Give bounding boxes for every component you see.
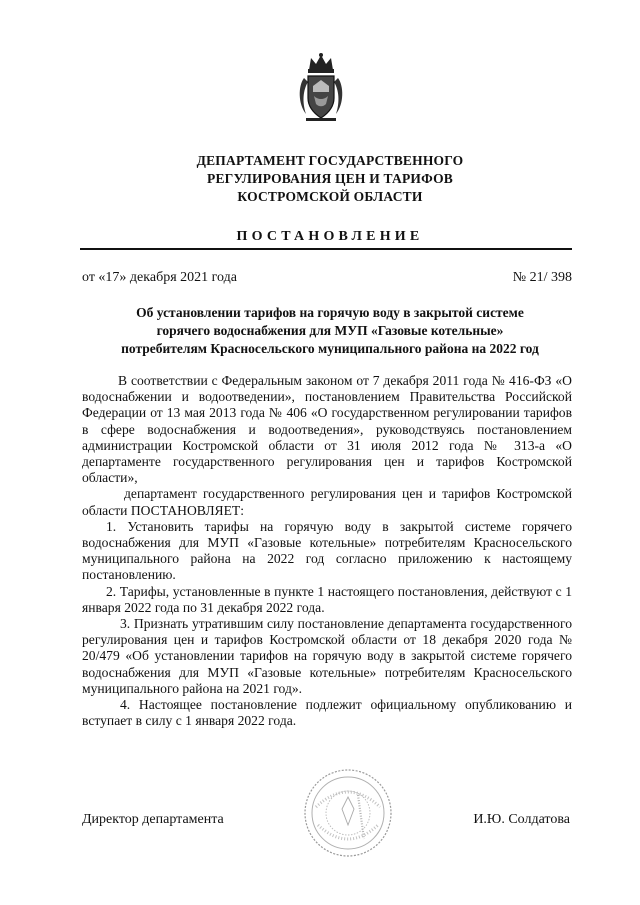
subject-line-1: Об установлении тарифов на горячую воду в закрытой системе [136, 305, 524, 320]
department-line-2: РЕГУЛИРОВАНИЯ ЦЕН И ТАРИФОВ [207, 171, 453, 186]
document-number: № 21/ 398 [512, 270, 572, 285]
document-type-heading: ПОСТАНОВЛЕНИЕ [236, 229, 424, 244]
department-name [80, 152, 580, 206]
item-2-paragraph: 2. Тарифы, установленные в пункте 1 настоящего постановления, действуют с 1 января 2022 года по 31 декабря 2022 года. [82, 583, 572, 615]
official-seal-stamp [302, 767, 394, 859]
preamble-paragraph: В соответствии с Федеральным законом от 7 декабря 2011 года № 416-ФЗ «О водоснабжении и водоотведении», постановлением Правительства Российской Федерации от 13 мая 2013 года № 406 «О государственном регулировании тарифов в сфере водоснабжения и водоотведения», руководствуясь постановлением администрации Костромской области от 31 июля 2012 года № 313-а «О департаменте государственного регулирования цен и тарифов Костромской области», [82, 373, 572, 486]
document-subject [80, 304, 580, 358]
subject-line-3: потребителям Красносельского муниципального района на 2022 год [121, 341, 539, 356]
item-1-paragraph: 1. Установить тарифы на горячую воду в закрытой системе горячего водоснабжения для МУП «Газовые котельные» потребителям Красносельского муниципального района на 2022 год согласно приложению к настоящему постановлению. [82, 518, 572, 583]
coat-of-arms-emblem [296, 52, 346, 124]
resolve-paragraph: департамент государственного регулирования цен и тарифов Костромской области ПОСТАНОВЛЯЕТ: [82, 486, 572, 518]
department-line-1: ДЕПАРТАМЕНТ ГОСУДАРСТВЕННОГО [196, 153, 464, 168]
item-3-paragraph: 3. Признать утратившим силу постановление департамента государственного регулирования цен и тарифов Костромской области от 18 декабря 2020 года № 20/479 «Об установлении тарифов на горячую воду в закрытой системе горячего водоснабжения для МУП «Газовые котельные» потребителям Красносельского муниципального района на 2021 год». [82, 616, 572, 696]
document-date: от «17» декабря 2021 года [82, 270, 237, 285]
subject-line-2: горячего водоснабжения для МУП «Газовые котельные» [156, 323, 504, 338]
item-4-paragraph: 4. Настоящее постановление подлежит официальному опубликованию и вступает в силу с 1 января 2022 года. [82, 697, 572, 729]
heading-divider [80, 248, 572, 250]
signatory-position: Директор департамента [82, 812, 224, 827]
department-line-3: КОСТРОМСКОЙ ОБЛАСТИ [237, 189, 423, 204]
signatory-name: И.Ю. Солдатова [473, 812, 570, 827]
document-body [82, 373, 572, 729]
